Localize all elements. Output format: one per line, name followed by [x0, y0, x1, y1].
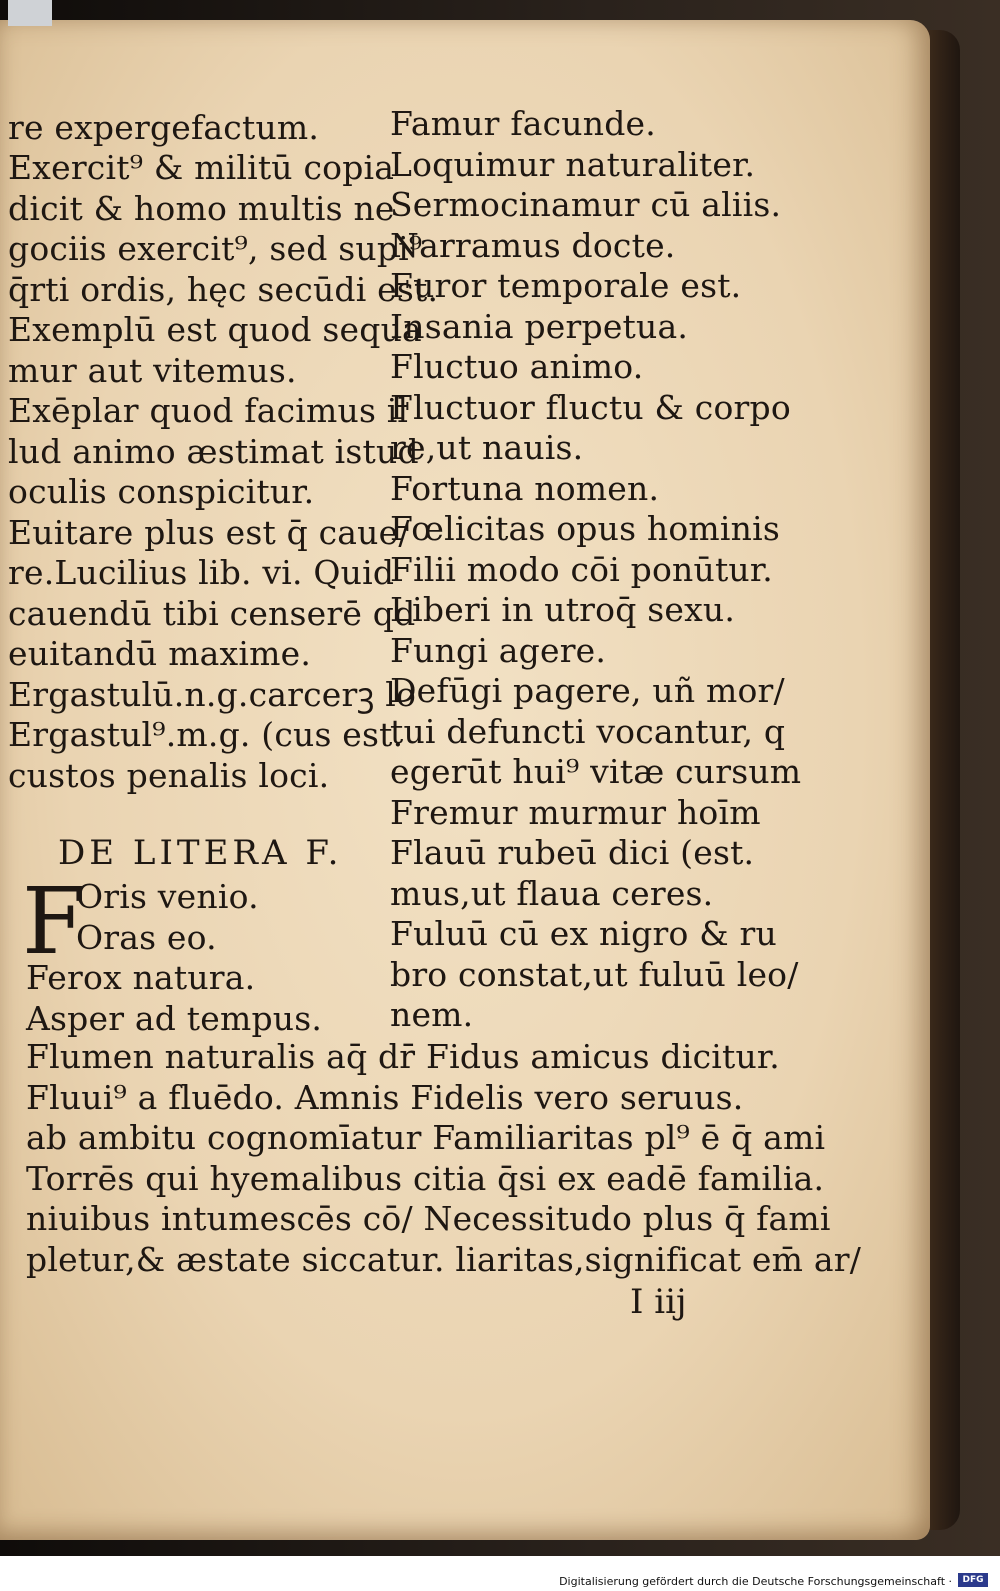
text-line: custos penalis loci.: [8, 756, 330, 795]
text-line: Fluctuo animo.: [390, 347, 644, 386]
text-line: Fluctuor fluctu & corpo: [390, 388, 791, 427]
text-line: re,ut nauis.: [390, 428, 584, 467]
text-line: Fuluū cū ex nigro & ru: [390, 914, 777, 953]
dropcap-initial: F: [22, 868, 86, 975]
text-line: Flumen naturalis aq̄ dr̄ Fidus amicus dicitur.: [26, 1037, 780, 1076]
text-line: ab ambitu cognomīatur Familiaritas pl⁹ ē q̄ ami: [26, 1118, 826, 1157]
section-heading: DE LITERA F.: [58, 833, 343, 873]
text-line: Flauū rubeū dici (est.: [390, 833, 755, 872]
text-line: Oras eo.: [76, 918, 217, 957]
text-line: Liberi in utroq̄ sexu.: [390, 590, 736, 629]
text-line: oculis conspicitur.: [8, 472, 315, 511]
folio-signature: I iij: [630, 1282, 687, 1322]
text-line: Furor temporale est.: [390, 266, 742, 305]
dfg-logo-icon: DFG: [958, 1573, 988, 1587]
text-line: Famur facunde.: [390, 104, 656, 143]
text-line: mus,ut flaua ceres.: [390, 874, 714, 913]
text-line: Sermocinamur cū aliis.: [390, 185, 782, 224]
text-line: Narramus docte.: [390, 226, 676, 265]
text-line: Fremur murmur hoīm: [390, 793, 761, 832]
text-line: Filii modo cōi ponūtur.: [390, 550, 773, 589]
text-line: Fluui⁹ a fluēdo. Amnis Fidelis vero seruus.: [26, 1078, 744, 1117]
text-line: Fœlicitas opus hominis: [390, 509, 781, 548]
text-line: Oris venio.: [76, 877, 259, 916]
text-line: tui defuncti vocantur, q: [390, 712, 786, 751]
text-line: niuibus intumescēs cō/ Necessitudo plus q̄ fami: [26, 1199, 831, 1238]
text-line: Ergastul⁹.m.g. (cus est.: [8, 715, 404, 754]
text-line: Exemplū est quod sequa: [8, 310, 422, 349]
text-line: bro constat,ut fuluū leo/: [390, 955, 799, 994]
text-line: gociis exercit⁹, sed supi⁹: [8, 229, 423, 268]
text-line: euitandū maxime.: [8, 634, 312, 673]
text-line: Euitare plus est q̄ caue/: [8, 513, 410, 552]
text-line: Insania perpetua.: [390, 307, 689, 346]
footer-credit: Digitalisierung gefördert durch die Deutsche Forschungsgemeinschaft ·: [559, 1575, 952, 1588]
text-line: Fungi agere.: [390, 631, 607, 670]
text-line: Fortuna nomen.: [390, 469, 660, 508]
text-line: Torrēs qui hyemalibus citia q̄si ex eadē familia.: [26, 1159, 825, 1198]
text-line: Loquimur naturaliter.: [390, 145, 756, 184]
text-line: Exercit⁹ & militū copia: [8, 148, 395, 187]
text-line: cauendū tibi censerē qd: [8, 594, 416, 633]
text-line: pletur,& æstate siccatur. liaritas,significat em̄ ar/: [26, 1240, 862, 1279]
text-line: egerūt hui⁹ vitæ cursum: [390, 752, 802, 791]
text-line: dicit & homo multis ne: [8, 189, 395, 228]
text-line: lud animo æstimat istud: [8, 432, 419, 471]
text-line: q̄rti ordis, hęc secūdi est.: [8, 270, 439, 309]
text-line: re expergefactum.: [8, 108, 320, 147]
text-line: Asper ad tempus.: [26, 999, 323, 1038]
text-line: Ergastulū.n.g.carcerꝫ lo: [8, 675, 417, 714]
text-line: Exēplar quod facimus il: [8, 391, 409, 430]
text-line: nem.: [390, 995, 474, 1034]
text-line: Ferox natura.: [26, 958, 256, 997]
text-line: re.Lucilius lib. vi. Quid: [8, 553, 395, 592]
text-line: mur aut vitemus.: [8, 351, 297, 390]
text-line: Defūgi pagere, uñ mor/: [390, 671, 785, 710]
corner-mark: [8, 0, 52, 26]
